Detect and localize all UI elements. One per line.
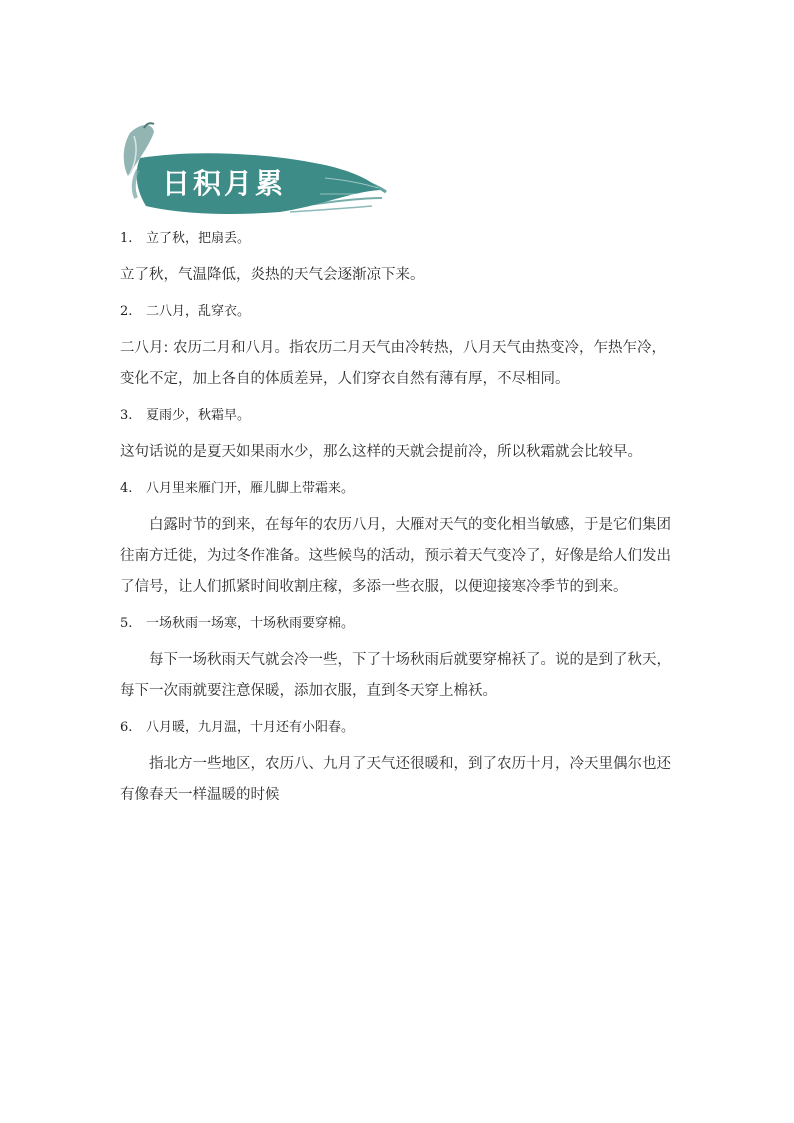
proverb-number: 2.: [120, 304, 133, 319]
proverb-number: 6.: [120, 720, 133, 735]
proverb-explanation-5: 每下一场秋雨天气就会冷一些，下了十场秋雨后就要穿棉袄了。说的是到了秋天，每下一次雨就要注意保暖，添加衣服，直到冬天穿上棉袄。: [120, 652, 671, 699]
proverb-explanation-3: 这句话说的是夏天如果雨水少，那么这样的天就会提前冷，所以秋霜就会比较早。: [120, 444, 642, 460]
proverb-list: [120, 228, 680, 821]
proverb-text: 八月暖，九月温，十月还有小阳春。: [146, 720, 355, 735]
proverb-text: 二八月，乱穿衣。: [146, 304, 251, 319]
proverb-explanation-4: 白露时节的到来，在每年的农历八月，大雁对天气的变化相当敏感，于是它们集团往南方迁徙，为过冬作准备。这些候鸟的活动，预示着天气变冷了，好像是给人们发出了信号，让人们抓紧时间收割庄稼，多添一些衣服，以便迎接寒冷季节的到来。: [120, 517, 671, 595]
proverb-item-6: [120, 717, 680, 739]
proverb-number: 5.: [120, 616, 133, 631]
proverb-explanation-1: 立了秋，气温降低，炎热的天气会逐渐凉下来。: [120, 267, 425, 283]
proverb-item-4: [120, 478, 680, 500]
proverb-text: 八月里来雁门开，雁儿脚上带霜来。: [146, 481, 355, 496]
proverb-item-5: [120, 613, 680, 635]
proverb-text: 立了秋，把扇丢。: [146, 231, 251, 246]
proverb-number: 1.: [120, 231, 133, 246]
proverb-text: 一场秋雨一场寒，十场秋雨要穿棉。: [146, 616, 355, 631]
proverb-item-2: [120, 301, 680, 323]
proverb-number: 4.: [120, 481, 133, 496]
proverb-explanation-2: 二八月: 农历二月和八月。指农历二月天气由冷转热，八月天气由热变冷，乍热乍冷，变化不定，加上各自的体质差异，人们穿衣自然有薄有厚，不尽相同。: [120, 340, 666, 387]
section-banner: [110, 118, 390, 218]
proverb-explanation-6: 指北方一些地区，农历八、九月了天气还很暖和，到了农历十月，冷天里偶尔也还有像春天一样温暖的时候: [120, 756, 671, 803]
proverb-text: 夏雨少，秋霜早。: [146, 408, 251, 423]
proverb-item-1: [120, 228, 680, 250]
proverb-item-3: [120, 405, 680, 427]
proverb-number: 3.: [120, 408, 133, 423]
section-title: 日积月累: [162, 167, 287, 200]
